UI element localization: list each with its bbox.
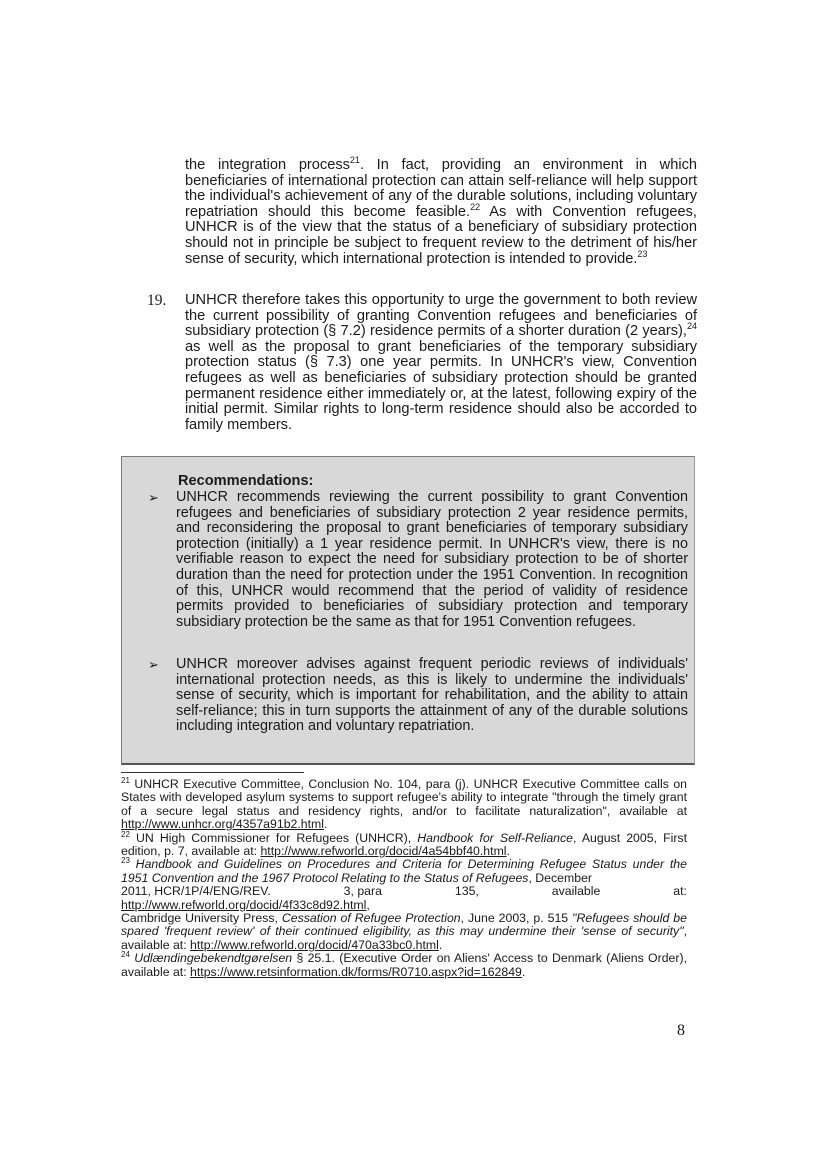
- text: ,: [366, 897, 370, 912]
- text: at:: [673, 884, 687, 899]
- footnote-link[interactable]: http://www.refworld.org/docid/470a33bc0.html: [190, 937, 439, 952]
- quote: "Refugees should be spared 'frequent review' of their continued eligibility, as this may undermine their 'sense of security": [121, 911, 687, 939]
- text: .: [521, 964, 526, 979]
- footnote-number: 22: [121, 829, 130, 839]
- text: UNHCR Executive Committee, Conclusion No. 104, para (j). UNHCR Executive Committee calls on States with developed asylum systems to support refugee's ability to integrate "through the timely grant of a secure legal status and residency rights, and/or to facilitate naturalization", available at: [121, 777, 687, 818]
- text: available: [551, 884, 601, 899]
- footnote-ref-21[interactable]: 21: [349, 155, 360, 166]
- text: , available at:: [121, 924, 687, 952]
- text: § 25.1. (Executive Order on Aliens' Access to Denmark (Aliens Order), available at:: [121, 951, 687, 979]
- text: 2011, HCR/1P/4/ENG/REV.: [121, 884, 271, 899]
- text: , June 2003, p. 515: [460, 911, 573, 926]
- paragraph-18-continuation: [185, 155, 697, 267]
- footnote-number: 23: [121, 856, 130, 866]
- recommendations-box: [121, 456, 695, 765]
- footnote-22: [121, 829, 687, 859]
- footnotes: [121, 775, 687, 979]
- text: As with Convention refugees, UNHCR is of the view that the status of a beneficiary of subsidiary protection should not in principle be subject to frequent review to the detriment of his/her sense of security, which international protection is intended to provide.: [185, 203, 697, 267]
- recommendation-item: [148, 490, 688, 630]
- recommendations-title: Recommendations:: [178, 473, 314, 489]
- footnote-link[interactable]: http://www.refworld.org/docid/4a54bbf40.html: [260, 844, 507, 859]
- footnote-number: 24: [121, 950, 130, 960]
- footnote-ref-23[interactable]: 23: [637, 248, 648, 259]
- footnote-23-cont2: [121, 912, 687, 952]
- footnote-link[interactable]: http://www.unhcr.org/4357a91b2.html: [121, 817, 325, 832]
- arrow-bullet-icon: ➢: [148, 657, 159, 672]
- footnote-24: [121, 952, 687, 979]
- text: , August 2005, First edition, p. 7, available at:: [121, 830, 687, 859]
- footnote-21: [121, 775, 687, 832]
- text: 135,: [454, 884, 479, 899]
- footnote-link[interactable]: https://www.retsinformation.dk/forms/R0710.aspx?id=162849: [190, 964, 522, 979]
- arrow-bullet-icon: ➢: [148, 490, 159, 505]
- footnote-link[interactable]: http://www.refworld.org/docid/4f33c8d92.html: [121, 897, 367, 912]
- recommendation-text: UNHCR moreover advises against frequent periodic reviews of individuals' international protection needs, as this is likely to undermine the individuals' sense of security, which is important for rehabilitation, and the ability to attain self-reliance; this in turn supports the attainment of any of the durable solutions including integration and voluntary repatriation.: [176, 656, 688, 735]
- text: Cambridge University Press,: [121, 911, 282, 926]
- paragraph-19-body: [185, 293, 697, 433]
- text: as well as the proposal to grant beneficiaries of the temporary subsidiary protection status (§ 7.3) one year permits. In UNHCR's view, Convention refugees as well as beneficiaries of subsidiary protection should be granted permanent residence either immediately or, at the latest, following expiry of the initial permit. Similar rights to long-term residence should also be accorded to family members.: [185, 338, 697, 433]
- footnote-23-row: [121, 885, 687, 898]
- footnote-ref-22[interactable]: 22: [470, 201, 481, 212]
- footnote-separator: [121, 772, 304, 773]
- source-title: Handbook and Guidelines on Procedures and Criteria for Determining Refugee Status under the 1951 Convention and the 1967 Protocol Relating to the Status of Refugees: [121, 857, 687, 885]
- paragraph-19: [147, 293, 697, 433]
- text: . In fact, providing an environment in which beneficiaries of international protection can attain self-reliance will help support the individual's achievement of any of the durable solutions, including voluntary repatriation should this become feasible.: [185, 157, 697, 220]
- recommendation-item: [148, 657, 688, 735]
- footnote-23: [121, 858, 687, 885]
- text: 3, para: [343, 884, 382, 899]
- text: .: [324, 817, 328, 832]
- text: UNHCR therefore takes this opportunity to urge the government to both review the current possibility of granting Convention refugees and beneficiaries of subsidiary protection (§ 7.2) residence permits of a shorter duration (2 years),: [185, 292, 697, 340]
- page-number: 8: [677, 1022, 685, 1039]
- footnote-23-cont: [121, 899, 687, 912]
- source-title: Handbook for Self-Reliance: [417, 830, 573, 845]
- text: the integration process: [185, 157, 350, 173]
- text: UN High Commissioner for Refugees (UNHCR),: [129, 830, 418, 845]
- text: .: [506, 844, 510, 859]
- footnote-number: 21: [121, 775, 130, 785]
- footnote-ref-24[interactable]: 24: [686, 321, 697, 332]
- paragraph-number: 19.: [147, 292, 167, 309]
- text: .: [438, 937, 443, 952]
- recommendation-text: UNHCR recommends reviewing the current possibility to grant Convention refugees and beneficiaries of subsidiary protection 2 year residence permits, and reconsidering the proposal to grant beneficiaries of temporary subsidiary protection (initially) a 1 year residence permit. In UNHCR's view, there is no verifiable reason to expect the need for subsidiary protection to be of shorter duration than the need for protection under the 1951 Convention. In recognition of this, UNHCR would recommend that the period of validity of residence permits provided to beneficiaries of subsidiary protection and temporary subsidiary protection be the same as that for 1951 Convention refugees.: [176, 489, 688, 630]
- source-title: Cessation of Refugee Protection: [281, 911, 461, 926]
- text: , December: [528, 870, 593, 885]
- source-title: Udlændingebekendtgørelsen: [129, 951, 293, 966]
